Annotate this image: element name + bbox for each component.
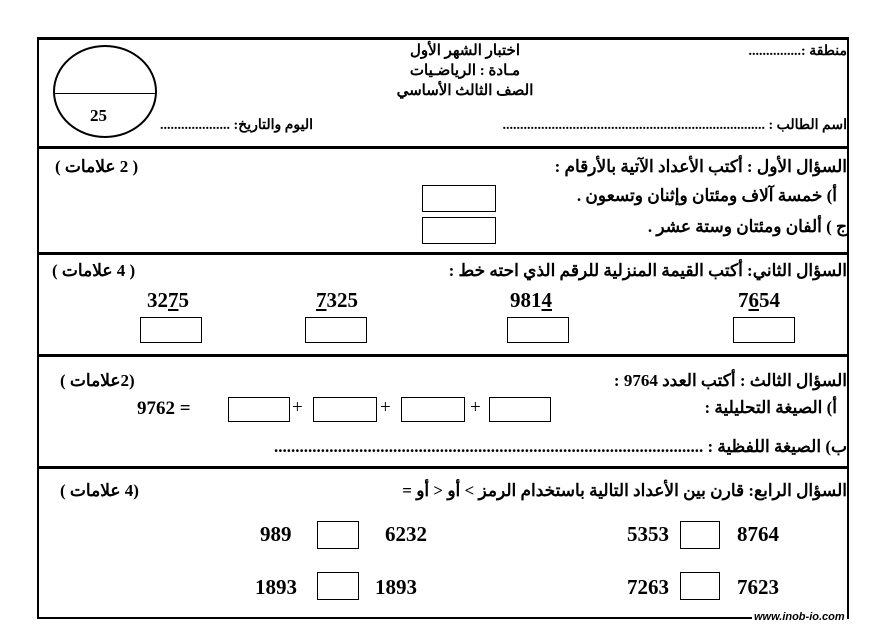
digit-part: 5 (178, 288, 189, 312)
q4-pair-3-left: 7263 (627, 575, 669, 599)
q2-number-2 (510, 288, 552, 313)
q3-item-b[interactable]: ب) الصيغة اللفظية : ..................................................................................................... (274, 437, 847, 456)
score-circle-divider (55, 93, 155, 94)
q4-pair-2-right: 6232 (385, 522, 427, 546)
exam-title: اختبار الشهر الأول (410, 43, 520, 59)
q4-pair-3-right: 7623 (737, 575, 779, 599)
q1-answer-box-c[interactable] (422, 217, 496, 244)
q1-marks: ( 2 علامات ) (55, 157, 139, 176)
digit-part: 32 (147, 288, 168, 312)
region-label: منطقة :............... (748, 44, 847, 59)
bottom-border (37, 617, 849, 619)
underlined-digit: 7 (316, 288, 327, 312)
q3-equation-lhs: 9762 = (137, 398, 191, 419)
q4-compare-box-3[interactable] (680, 572, 720, 600)
digit-part: 54 (759, 288, 780, 312)
plus-sign: + (470, 397, 481, 418)
divider-q3 (37, 466, 849, 469)
q3-item-a: أ) الصيغة التحليلية : (704, 398, 837, 417)
divider-q1 (37, 252, 849, 255)
q4-title: السؤال الرابع: قارن بين الأعداد التالية باستخدام الرمز > أو < أو = (402, 481, 847, 500)
q4-pair-4-right: 1893 (375, 575, 417, 599)
score-total: 25 (90, 106, 107, 125)
digit-part: 325 (326, 288, 358, 312)
divider-q2 (37, 354, 849, 357)
q3-answer-box-1[interactable] (228, 397, 290, 422)
underlined-digit: 7 (168, 288, 179, 312)
q2-answer-box-2[interactable] (507, 317, 569, 343)
q1-item-a: أ) خمسة آلاف ومئتان وإثنان وتسعون . (576, 186, 837, 205)
q1-title: السؤال الأول : أكتب الأعداد الآتية بالأرقام : (554, 157, 847, 176)
q3-answer-box-3[interactable] (401, 397, 465, 422)
q3-answer-box-4[interactable] (489, 397, 551, 422)
q1-item-c: ج ) ألفان ومئتان وستة عشر . (647, 217, 847, 236)
top-border (37, 37, 849, 40)
grade-line: الصف الثالث الأساسي (396, 83, 534, 99)
q4-marks: (4 علامات ) (60, 481, 139, 500)
q2-marks: ( 4 علامات ) (52, 261, 136, 280)
q4-pair-4-left: 1893 (255, 575, 297, 599)
q2-number-4 (147, 288, 189, 313)
q2-answer-box-4[interactable] (140, 317, 202, 343)
q4-compare-box-2[interactable] (317, 521, 359, 549)
q3-marks: (2علامات ) (60, 371, 135, 390)
plus-sign: + (292, 397, 303, 418)
day-date-field[interactable]: اليوم والتاريخ: .................... (160, 118, 314, 133)
divider-header (37, 146, 849, 149)
underlined-digit: 4 (541, 288, 552, 312)
q4-compare-box-1[interactable] (680, 521, 720, 549)
q4-compare-box-4[interactable] (317, 572, 359, 600)
q2-answer-box-1[interactable] (733, 317, 795, 343)
q4-pair-1-left: 5353 (627, 522, 669, 546)
watermark: www.inob-io.com (754, 611, 845, 623)
plus-sign: + (380, 397, 391, 418)
q1-answer-box-a[interactable] (422, 185, 496, 212)
digit-part: 981 (510, 288, 542, 312)
q3-title: السؤال الثالث : أكتب العدد 9764 : (613, 371, 847, 390)
q4-pair-1-right: 8764 (737, 522, 779, 546)
q4-pair-2-left: 989 (260, 522, 292, 546)
digit-part: 7 (738, 288, 749, 312)
q2-title: السؤال الثاني: أكتب القيمة المنزلية للرقم الذي احته خط : (448, 261, 847, 280)
q2-number-3 (316, 288, 358, 313)
q2-answer-box-3[interactable] (305, 317, 367, 343)
q2-number-1 (738, 288, 780, 313)
subject-line: مـادة : الرياضـيات (409, 63, 521, 79)
underlined-digit: 6 (748, 288, 759, 312)
student-name-field[interactable]: اسم الطالب : ........................................................................... (502, 118, 847, 133)
q3-answer-box-2[interactable] (313, 397, 377, 422)
